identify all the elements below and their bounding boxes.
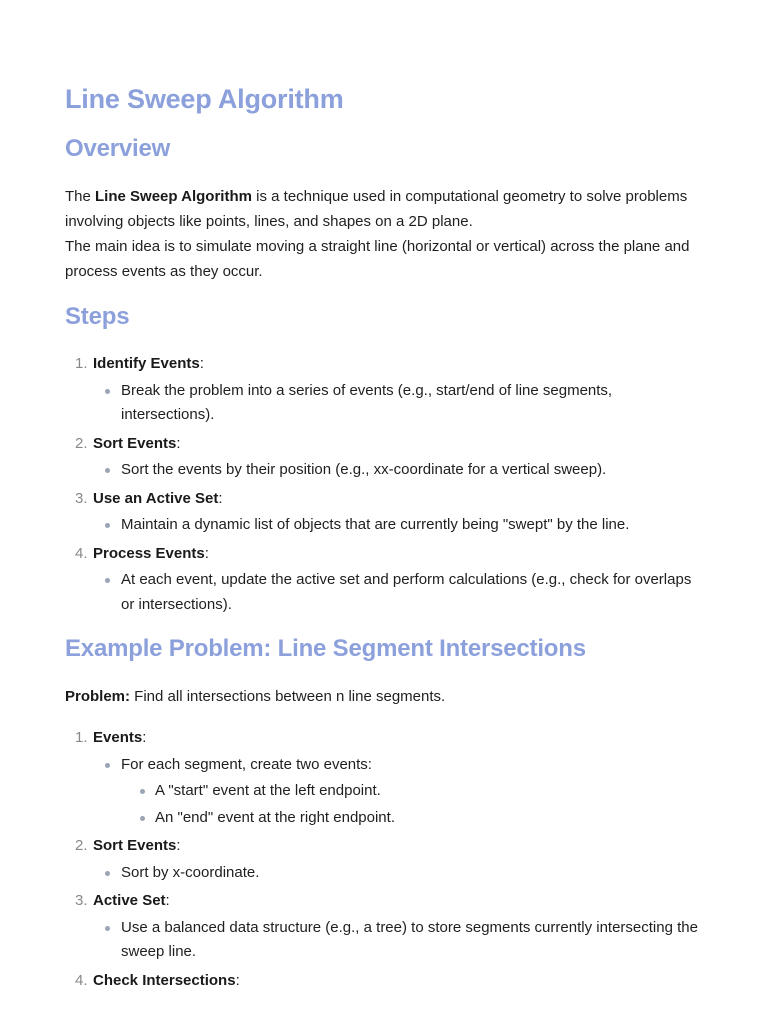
overview-heading: Overview bbox=[65, 135, 171, 162]
step-item bbox=[65, 432, 703, 483]
example-step-label: Sort Events bbox=[93, 837, 177, 854]
example-steps-list bbox=[65, 726, 703, 993]
example-step-number: 2. bbox=[75, 837, 88, 854]
step-colon: : bbox=[218, 489, 223, 507]
example-heading: Example Problem: Line Segment Intersections bbox=[65, 635, 586, 662]
step-detail: Break the problem into a series of events (e.g., start/end of line segments, intersections). bbox=[93, 379, 703, 428]
intro-post-text: is a technique used in computational geometry to solve problems involving objects like points, lines, and shapes on a 2D plane. bbox=[65, 188, 688, 230]
problem-text: Find all intersections between n line segments. bbox=[130, 688, 446, 705]
step-detail: Maintain a dynamic list of objects that are currently being "swept" by the line. bbox=[93, 513, 703, 538]
step-item bbox=[65, 352, 703, 428]
step-item bbox=[65, 542, 703, 618]
example-step-item bbox=[65, 889, 703, 965]
example-step-colon: : bbox=[176, 837, 181, 854]
example-step-item bbox=[65, 969, 703, 994]
overview-main-idea: The main idea is to simulate moving a straight line (horizontal or vertical) across the plane and process events as they occur. bbox=[65, 238, 690, 280]
step-colon: : bbox=[176, 434, 181, 452]
problem-label: Problem: bbox=[65, 688, 131, 705]
step-colon: : bbox=[204, 544, 209, 562]
example-step-label: Events bbox=[93, 729, 143, 746]
step-label: Use an Active Set bbox=[93, 489, 219, 507]
example-step-item bbox=[65, 726, 703, 830]
example-step-label: Active Set bbox=[93, 892, 166, 909]
step-label: Process Events bbox=[93, 544, 205, 562]
example-step-detail-text: For each segment, create two events: bbox=[121, 755, 372, 773]
overview-intro-paragraph bbox=[65, 184, 703, 234]
example-step-colon: : bbox=[235, 971, 240, 989]
event-end-item: An "end" event at the right endpoint. bbox=[121, 806, 703, 831]
step-number: 1. bbox=[75, 355, 88, 372]
step-number: 3. bbox=[75, 489, 88, 507]
step-detail: At each event, update the active set and perform calculations (e.g., check for overlaps or intersections). bbox=[93, 568, 703, 617]
example-step-item bbox=[65, 834, 703, 885]
example-step-detail bbox=[93, 753, 703, 831]
step-number: 2. bbox=[75, 434, 88, 452]
steps-heading: Steps bbox=[65, 303, 130, 330]
example-step-colon: : bbox=[165, 892, 170, 909]
intro-pre-text: The bbox=[65, 188, 96, 205]
example-step-detail: Use a balanced data structure (e.g., a tree) to store segments currently intersecting the sweep line. bbox=[93, 916, 703, 965]
example-step-detail: Sort by x-coordinate. bbox=[93, 861, 703, 886]
intro-bold-term: Line Sweep Algorithm bbox=[95, 188, 252, 205]
example-step-number: 3. bbox=[75, 892, 88, 909]
event-start-item: A "start" event at the left endpoint. bbox=[121, 779, 703, 804]
page-title: Line Sweep Algorithm bbox=[65, 84, 344, 114]
problem-statement bbox=[65, 684, 703, 709]
step-number: 4. bbox=[75, 544, 88, 562]
step-item bbox=[65, 487, 703, 538]
step-label: Sort Events bbox=[93, 434, 177, 452]
step-colon: : bbox=[199, 355, 204, 372]
example-step-number: 4. bbox=[75, 971, 88, 989]
example-step-colon: : bbox=[142, 729, 147, 746]
example-step-number: 1. bbox=[75, 729, 88, 746]
steps-list bbox=[65, 352, 703, 617]
step-label: Identify Events bbox=[93, 355, 200, 372]
step-detail: Sort the events by their position (e.g., xx-coordinate for a vertical sweep). bbox=[93, 458, 703, 483]
example-step-label: Check Intersections bbox=[93, 971, 236, 989]
